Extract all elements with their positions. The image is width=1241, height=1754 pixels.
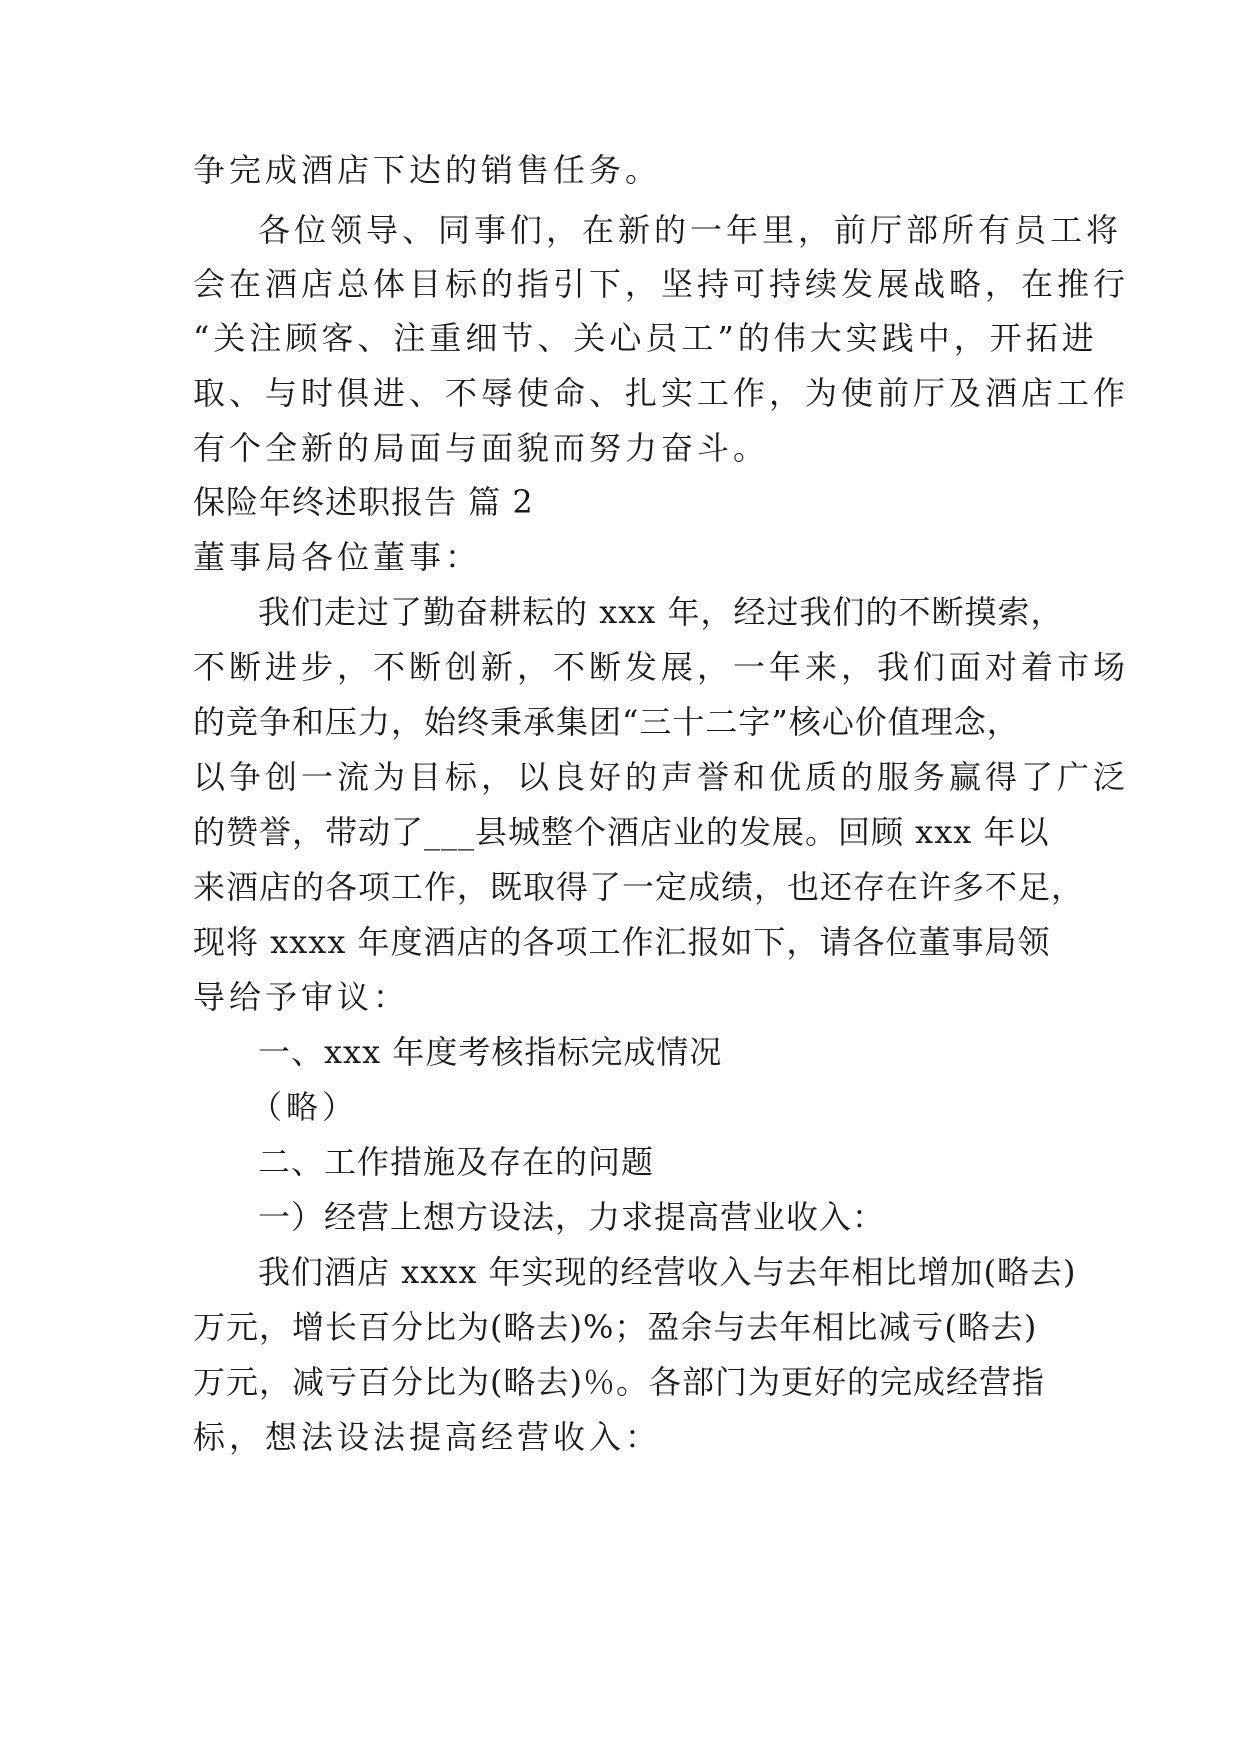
paragraph-line: 争完成酒店下达的销售任务。 [193,151,662,189]
paragraph-line: 以争创一流为目标，以良好的声誉和优质的服务赢得了广泛 [193,758,1130,796]
paragraph-line: 有个全新的局面与面貌而努力奋斗。 [193,429,770,467]
paragraph-line: 万元，增长百分比为(略去)%；盈余与去年相比减亏(略去) [193,1308,1038,1346]
paragraph-line: 我们酒店 xxxx 年实现的经营收入与去年相比增加(略去) [258,1253,1077,1291]
paragraph-line: 不断进步，不断创新，不断发展，一年来，我们面对着市场 [193,648,1130,686]
paragraph-line: “关注顾客、注重细节、关心员工”的伟大实践中，开拓进 [193,319,1098,357]
section-heading: 保险年终述职报告 篇 2 [193,483,534,521]
paragraph-line: 会在酒店总体目标的指引下，坚持可持续发展战略，在推行 [193,265,1130,303]
list-heading: 二、工作措施及存在的问题 [258,1143,655,1181]
paragraph-line: 的竞争和压力，始终秉承集团“三十二字”核心价值理念， [193,703,1020,741]
paragraph-line: 我们走过了勤奋耕耘的 xxx 年，经过我们的不断摸索， [258,593,1064,631]
paragraph-line: 来酒店的各项工作，既取得了一定成绩，也还存在许多不足， [193,868,1085,906]
omitted-note: （略） [250,1088,359,1126]
paragraph-line: 各位领导、同事们，在新的一年里，前厅部所有员工将 [258,211,1123,249]
paragraph-line: 标，想法设法提高经营收入： [193,1418,662,1456]
paragraph-line: 现将 xxxx 年度酒店的各项工作汇报如下，请各位董事局领 [193,923,1051,961]
paragraph-line: 取、与时俱进、不辱使命、扎实工作，为使前厅及酒店工作 [193,374,1130,412]
salutation: 董事局各位董事： [193,538,482,576]
paragraph-line: 万元，减亏百分比为(略去)％。各部门为更好的完成经营指 [193,1363,1045,1401]
paragraph-line: 的赞誉，带动了___县城整个酒店业的发展。回顾 xxx 年以 [193,813,1050,851]
paragraph-line: 导给予审议： [193,978,410,1016]
list-heading: 一、xxx 年度考核指标完成情况 [258,1033,723,1071]
subsection-heading: 一）经营上想方设法，力求提高营业收入： [258,1198,886,1236]
